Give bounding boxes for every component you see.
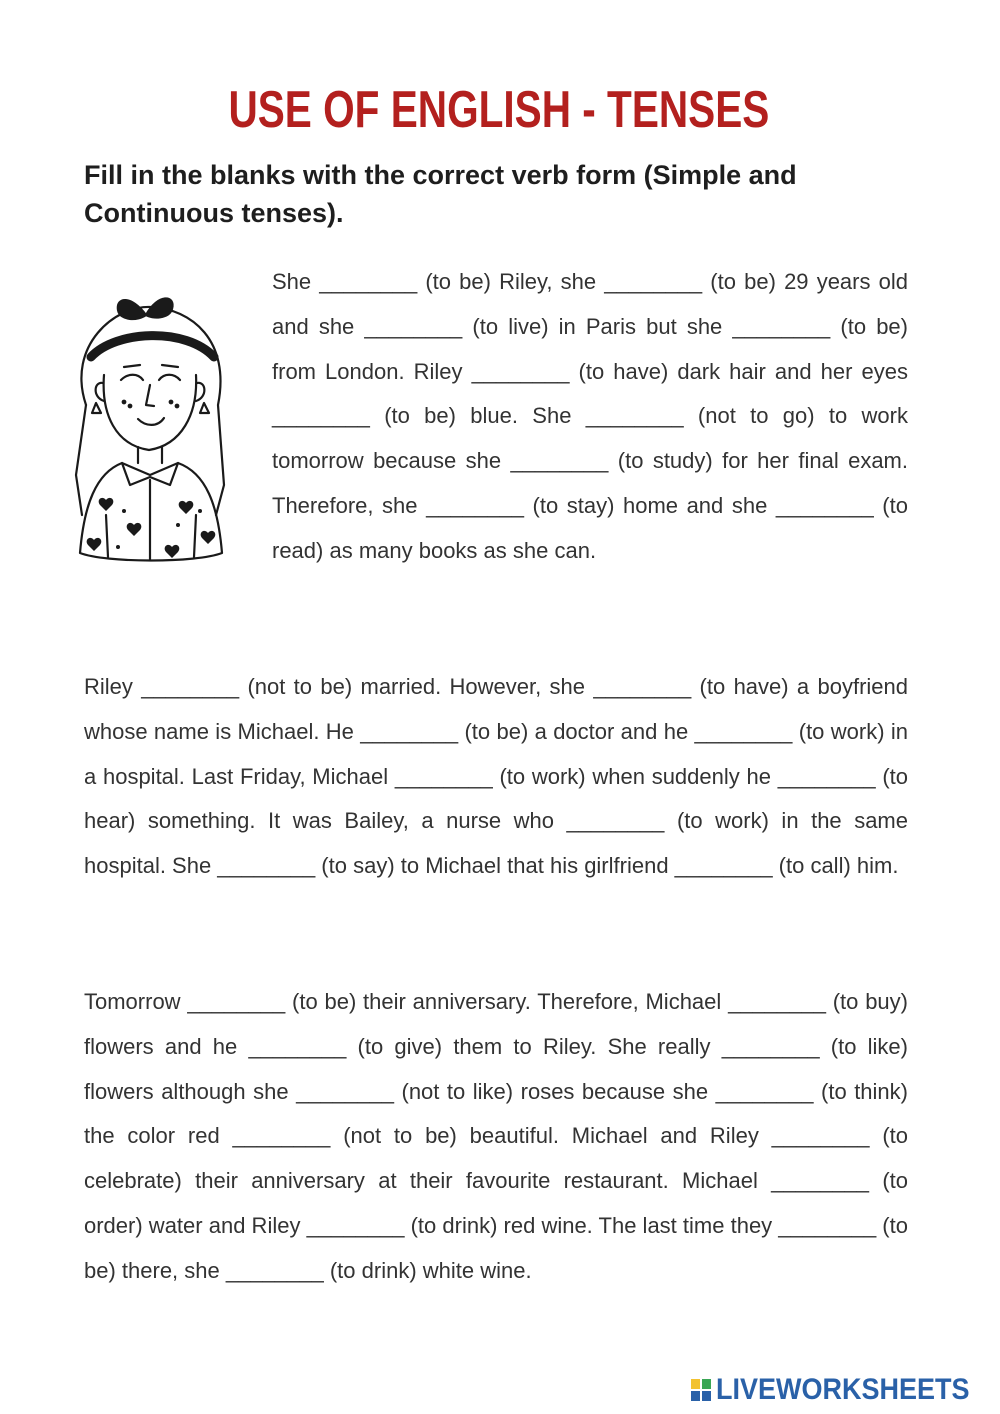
paragraph-1: She ________ (to be) Riley, she ________ (to be) 29 years old and she ________ (to live) in Paris but she ________ (to be) from London. Riley ________ (to have) dark hair and her eyes ________ (to be) blue. She ________ (not to go) to work tomorrow because she ________ (to study) for her final exam. Therefore, she ________ (to stay) home and she ________ (to read) as many books as she can. xyxy=(272,269,908,563)
instruction-text: Fill in the blanks with the correct verb form (Simple and Continuous tenses). xyxy=(84,160,797,228)
liveworksheets-logo[interactable] xyxy=(690,1372,998,1408)
paragraph-2: Riley ________ (not to be) married. However, she ________ (to have) a boyfriend whose name is Michael. He ________ (to be) a doctor and he ________ (to work) in a hospital. Last Friday, Michael ________ (to work) when suddenly he ________ (to hear) something. It was Bailey, a nurse who ________ (to work) in the same hospital. She ________ (to say) to Michael that his girlfriend ________ (to call) him. xyxy=(84,674,908,879)
liveworksheets-logo-icon xyxy=(690,1377,712,1403)
girl-portrait-illustration xyxy=(46,285,251,585)
logo-text: LIVEWORKSHEETS xyxy=(716,1373,970,1406)
page-title: USE OF ENGLISH - TENSES xyxy=(228,81,770,139)
paragraph-3: Tomorrow ________ (to be) their anniversary. Therefore, Michael ________ (to buy) flowers and he ________ (to give) them to Riley. She really ________ (to like) flowers although she ________ (not to like) roses because she ________ (to think) the color red ________ (not to be) beautiful. Michael and Riley ________ (to celebrate) their anniversary at their favourite restaurant. Michael ________ (to order) water and Riley ________ (to drink) red wine. The last time they ________ (to be) there, she ________ (to drink) white wine. xyxy=(84,989,908,1283)
